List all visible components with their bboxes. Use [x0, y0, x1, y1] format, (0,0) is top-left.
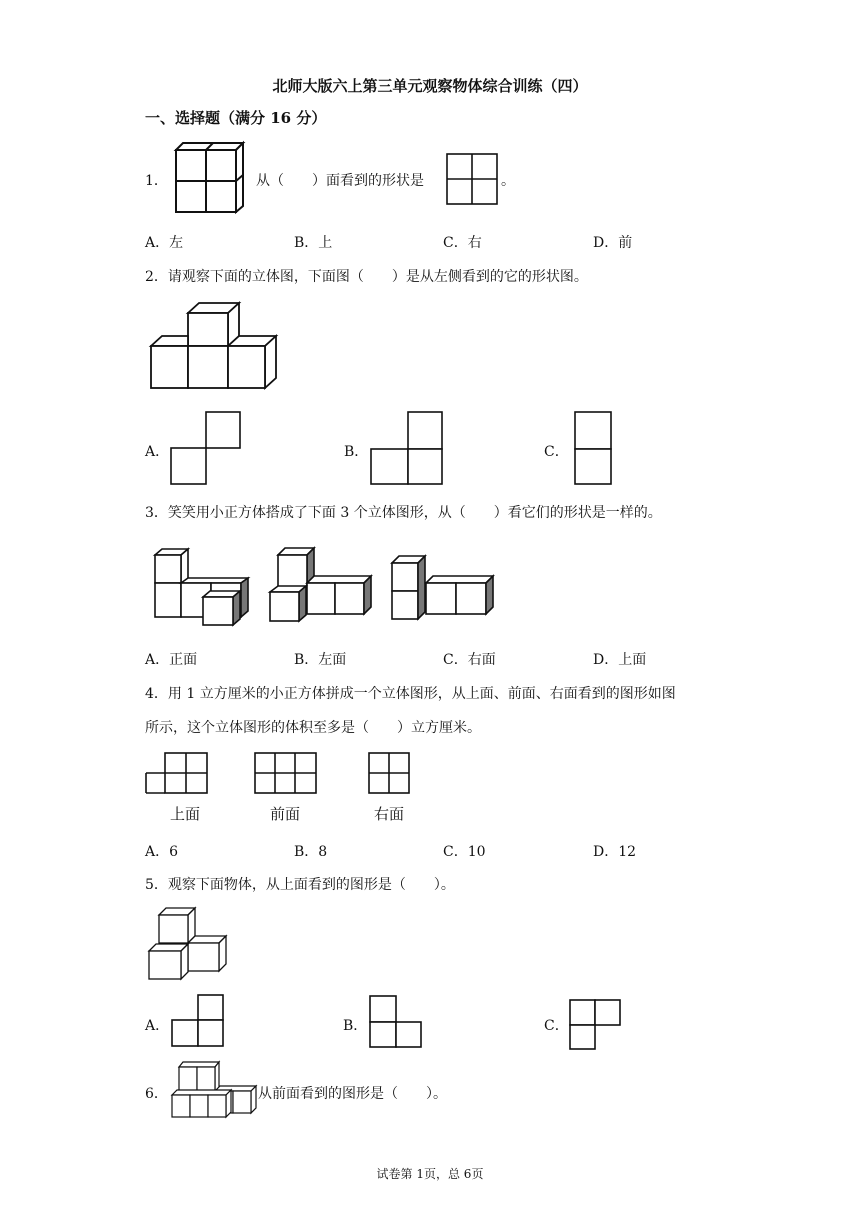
q4-label-front: 前面 — [270, 805, 301, 823]
q4-option-d[interactable]: D．12 — [593, 844, 637, 860]
q6-stem: 从前面看到的图形是（ ）。 — [258, 1086, 447, 1102]
q4-label-right: 右面 — [374, 805, 405, 823]
q5-solid-figure — [147, 906, 229, 980]
q1-stem-end: 。 — [501, 173, 515, 189]
section-heading: 一、选择题（满分 16 分） — [145, 109, 327, 127]
q4-option-a[interactable]: A．6 — [145, 844, 179, 860]
q4-stem-line2: 所示，这个立体图形的体积至多是（ ）立方厘米。 — [145, 720, 481, 736]
q5-option-a-shape[interactable] — [171, 994, 225, 1048]
q5-option-c[interactable]: C． — [544, 1018, 569, 1034]
q1-view-shape — [446, 153, 498, 205]
q2-option-a-shape[interactable] — [170, 411, 242, 485]
q5-option-b[interactable]: B． — [343, 1018, 368, 1034]
q2-option-c-shape[interactable] — [574, 411, 612, 485]
q2-solid-figure — [150, 302, 278, 390]
q1-option-d[interactable]: D．前 — [593, 235, 633, 251]
q1-option-b[interactable]: B．上 — [294, 235, 333, 251]
q3-option-a[interactable]: A．正面 — [145, 652, 198, 668]
q5-option-b-shape[interactable] — [369, 995, 423, 1049]
q2-stem: 2．请观察下面的立体图，下面图（ ）是从左侧看到的它的形状图。 — [145, 269, 588, 285]
q4-top-view — [145, 752, 209, 796]
q5-option-a[interactable]: A． — [145, 1018, 170, 1034]
page-title: 北师大版六上第三单元观察物体综合训练（四） — [272, 77, 588, 95]
q1-option-a[interactable]: A．左 — [145, 235, 184, 251]
q3-solid-figures — [150, 545, 500, 627]
q4-label-top: 上面 — [170, 805, 201, 823]
q1-option-c[interactable]: C．右 — [443, 235, 482, 251]
q2-option-b-shape[interactable] — [370, 411, 444, 485]
q6-number: 6． — [145, 1086, 168, 1102]
q1-cube-figure — [174, 141, 246, 213]
page-footer: 试卷第 1页，总 6页 — [376, 1167, 484, 1181]
q2-option-a[interactable]: A． — [145, 444, 170, 460]
q2-option-c[interactable]: C． — [544, 444, 569, 460]
q4-option-c[interactable]: C．10 — [443, 844, 486, 860]
q1-stem: 从（ ）面看到的形状是 — [256, 173, 424, 189]
q4-option-b[interactable]: B．8 — [294, 844, 328, 860]
q5-option-c-shape[interactable] — [569, 999, 623, 1051]
q1-number: 1． — [145, 173, 168, 189]
q3-option-c[interactable]: C．右面 — [443, 652, 496, 668]
q3-option-d[interactable]: D．上面 — [593, 652, 647, 668]
q4-front-view — [254, 752, 318, 796]
q6-solid-figure — [170, 1059, 258, 1119]
q3-option-b[interactable]: B．左面 — [294, 652, 347, 668]
q2-option-b[interactable]: B． — [344, 444, 369, 460]
q5-stem: 5．观察下面物体，从上面看到的图形是（ ）。 — [145, 877, 455, 893]
q4-right-view — [368, 752, 412, 796]
q3-stem: 3．笑笑用小正方体搭成了下面 3 个立体图形，从（ ）看它们的形状是一样的。 — [145, 505, 662, 521]
q4-stem-line1: 4．用 1 立方厘米的小正方体拼成一个立体图形，从上面、前面、右面看到的图形如图 — [145, 686, 676, 702]
